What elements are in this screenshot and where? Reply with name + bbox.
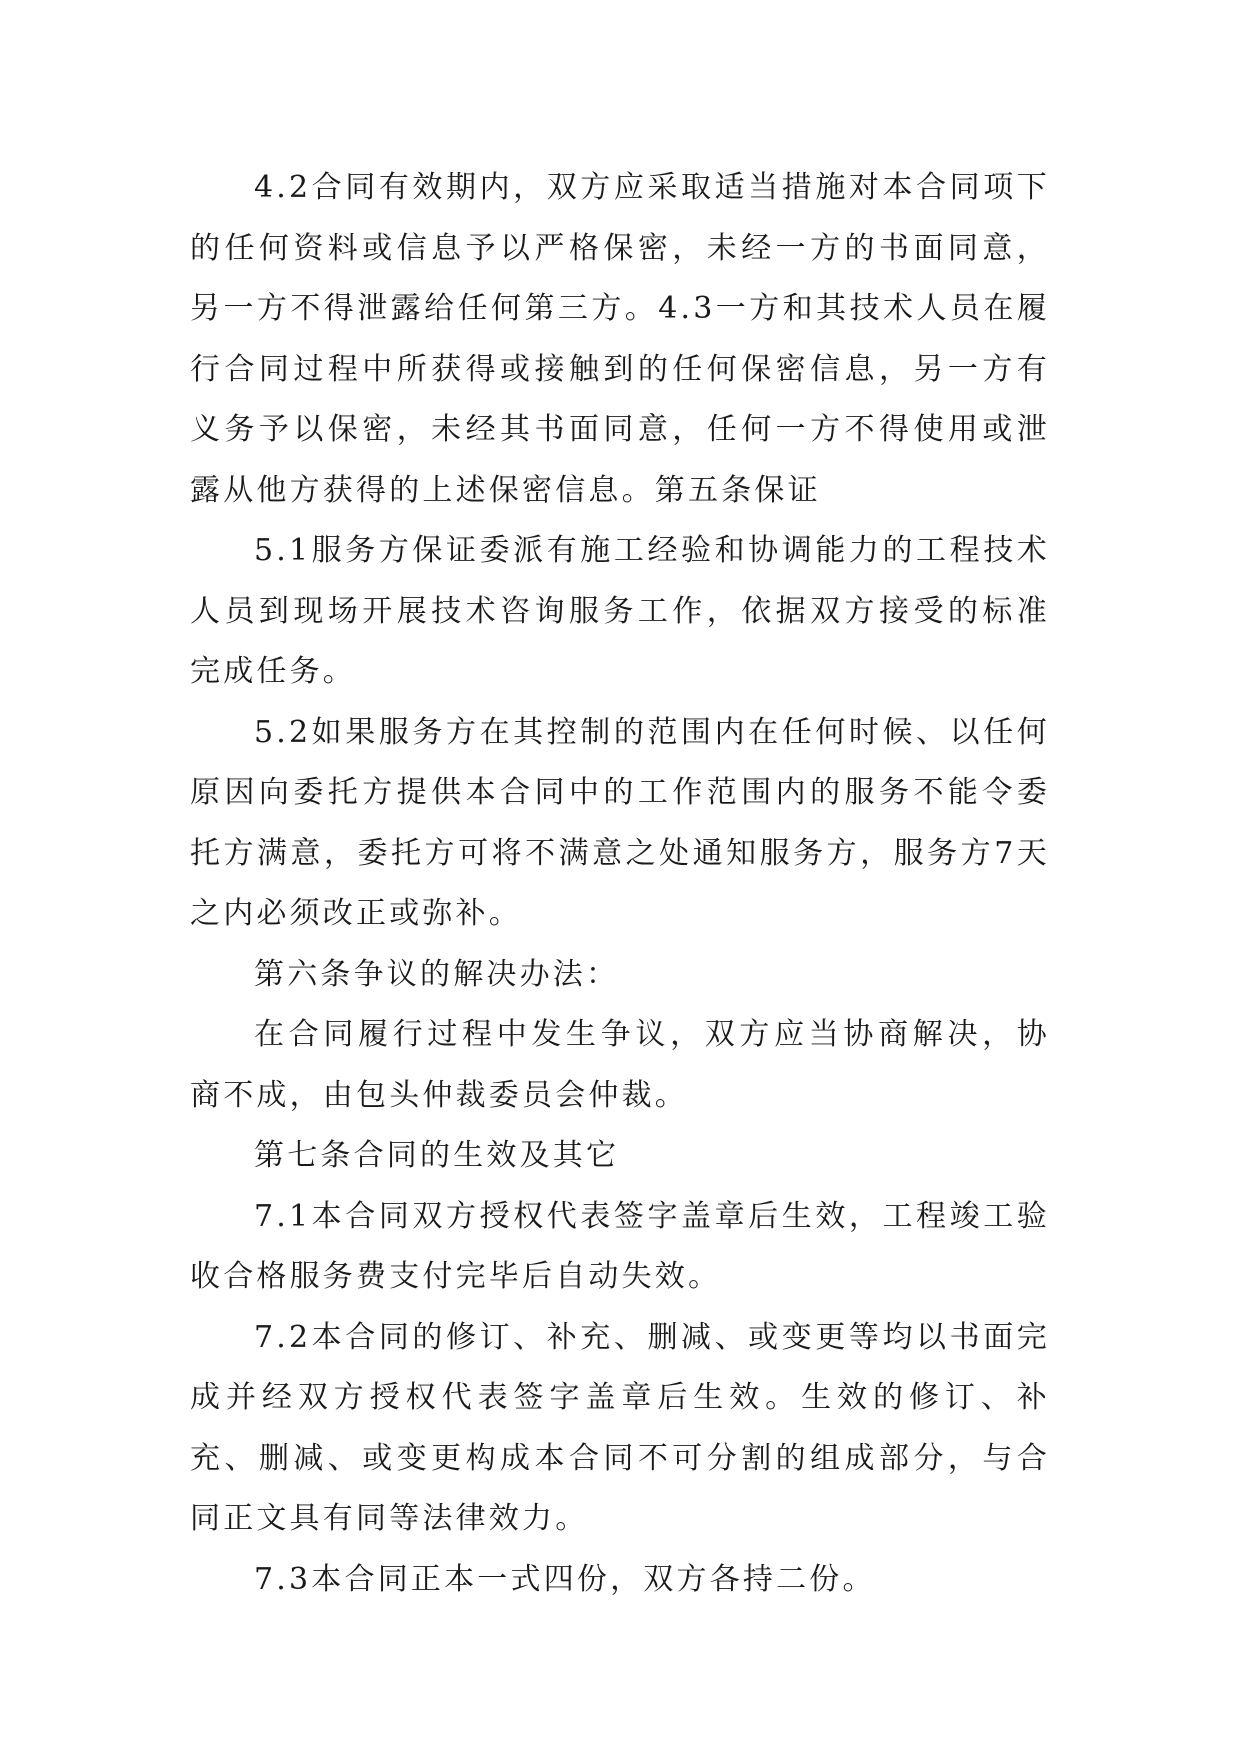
paragraph-article-6-body: 在合同履行过程中发生争议，双方应当协商解决，协商不成，由包头仲裁委员会仲裁。 (190, 1017, 1050, 1113)
heading-article-6: 第六条争议的解决办法： (254, 956, 620, 992)
paragraph-7-2-amendments: 7.2本合同的修订、补充、删减、或变更等均以书面完成并经双方授权代表签字盖章后生效。生效的修订、补充、删减、或变更构成本合同不可分割的组成部分，与合同正文具有同等法律效力。 (190, 1319, 1050, 1536)
paragraph-7-3-copies: 7.3本合同正本一式四份，双方各持二份。 (254, 1561, 876, 1597)
body-text (190, 158, 1050, 1610)
paragraph-7-1-effectiveness: 7.1本合同双方授权代表签字盖章后生效，工程竣工验收合格服务费支付完毕后自动失效。 (190, 1198, 1050, 1294)
paragraph-5-2-remedy: 5.2如果服务方在其控制的范围内在任何时候、以任何原因向委托方提供本合同中的工作范围内的服务不能令委托方满意，委托方可将不满意之处通知服务方，服务方7天之内必须改正或弥补。 (190, 714, 1050, 931)
paragraph-5-1-guarantee: 5.1服务方保证委派有施工经验和协调能力的工程技术人员到现场开展技术咨询服务工作，依据双方接受的标准完成任务。 (190, 533, 1050, 689)
paragraph-4-2-confidentiality: 4.2合同有效期内，双方应采取适当措施对本合同项下的任何资料或信息予以严格保密，未经一方的书面同意，另一方不得泄露给任何第三方。4.3一方和其技术人员在履行合同过程中所获得或接触到的任何保密信息，另一方有义务予以保密，未经其书面同意，任何一方不得使用或泄露从他方获得的上述保密信息。第五条保证 (190, 170, 1050, 508)
heading-article-7: 第七条合同的生效及其它 (254, 1138, 620, 1173)
